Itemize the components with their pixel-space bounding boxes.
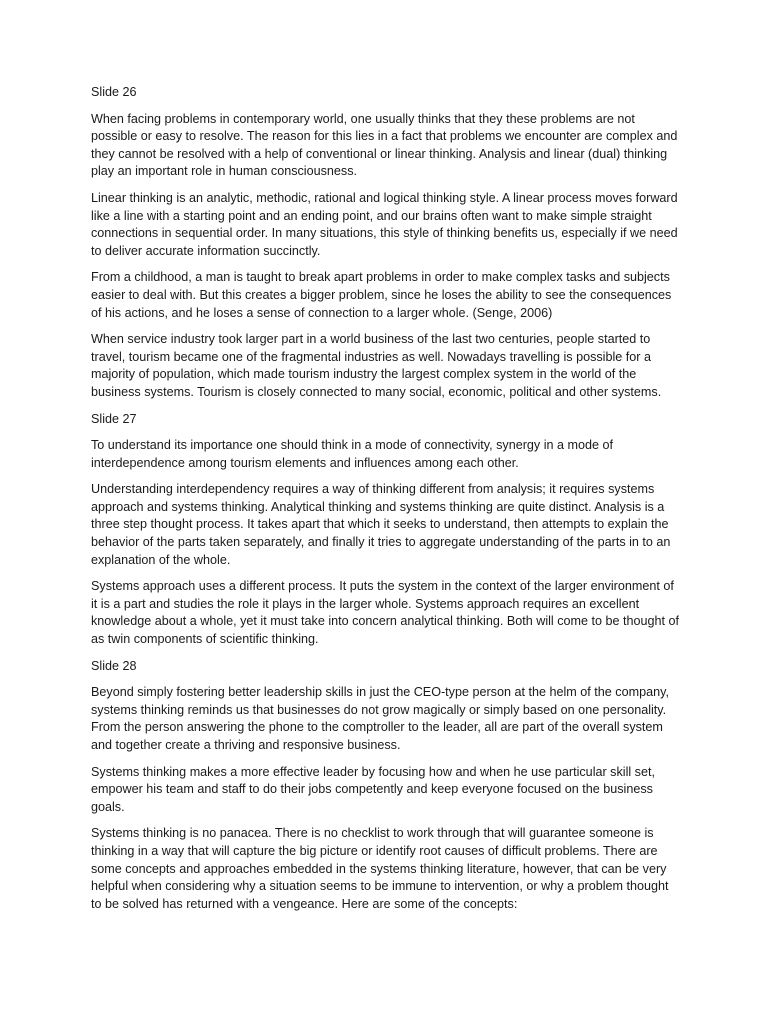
paragraph-interdependency: Understanding interdependency requires a way of thinking different from analysis; it requires systems approach and systems thinking. Analytical thinking and systems thinking are quite distinct. Analysis is a three step thought process. It takes apart that which it seeks to understand, then attempts to explain the behavior of the parts taken separately, and finally it tries to aggregate understanding of the parts in to an explanation of the whole. (91, 482, 671, 567)
paragraph-contemporary-problems: When facing problems in contemporary world, one usually thinks that they these problems are not possible or easy to resolve. The reason for this lies in a fact that problems we encounter are complex and they cannot be resolved with a help of conventional or linear thinking. Analysis and linear (dual) thinking play an important role in human consciousness. (91, 111, 678, 179)
slide-26-heading: Slide 26 (91, 85, 137, 99)
paragraph-leadership: Beyond simply fostering better leadership skills in just the CEO-type person at the helm of the company, systems thinking reminds us that businesses do not grow magically or simply based on one personality. From the person answering the phone to the comptroller to the leader, all are part of the overall system and together create a thriving and responsive business. (91, 685, 669, 752)
paragraph-no-panacea: Systems thinking is no panacea. There is no checklist to work through that will guarantee someone is thinking in a way that will capture the big picture or identify root causes of difficult problems. There are some concepts and approaches embedded in the systems thinking literature, however, that can be very helpful when considering why a situation seems to be immune to intervention, or why a problem thought to be solved has returned with a vengeance. Here are some of the concepts: (91, 826, 669, 911)
slide-28-heading: Slide 28 (91, 658, 137, 673)
paragraph-connectivity: To understand its importance one should think in a mode of connectivity, synergy in a mode of interdependence among tourism elements and influences among each other. (91, 438, 613, 470)
slide-27-heading: Slide 27 (91, 411, 137, 426)
paragraph-service-industry: When service industry took larger part in a world business of the last two centuries, people started to travel, tourism became one of the fragmental industries as well. Nowadays travelling is possible for a majority of population, which made tourism industry the largest complex system in the world of the business systems. Tourism is closely connected to many social, economic, political and other systems. (91, 332, 662, 399)
paragraph-systems-approach: Systems approach uses a different process. It puts the system in the context of the larger environment of it is a part and studies the role it plays in the larger whole. Systems approach requires an excellent knowledge about a whole, yet it must take into concern analytical thinking. Both will come to be thought of as twin components of scientific thinking. (91, 579, 680, 647)
paragraph-childhood: From a childhood, a man is taught to break apart problems in order to make complex tasks and subjects easier to deal with. But this creates a bigger problem, since he loses the ability to see the consequences of his actions, and he loses a sense of connection to a larger whole. (Senge, 2006) (91, 270, 672, 320)
document-page (91, 84, 681, 922)
paragraph-linear-thinking: Linear thinking is an analytic, methodic, rational and logical thinking style. A linear process moves forward like a line with a starting point and an ending point, and our brains often want to make simple straight connections in sequential order. In many situations, this style of thinking benefits us, especially if we need to deliver accurate information succinctly. (91, 190, 678, 258)
paragraph-effective-leader: Systems thinking makes a more effective leader by focusing how and when he use particular skill set, empower his team and staff to do their jobs competently and keep everyone focused on the business goals. (91, 764, 655, 814)
